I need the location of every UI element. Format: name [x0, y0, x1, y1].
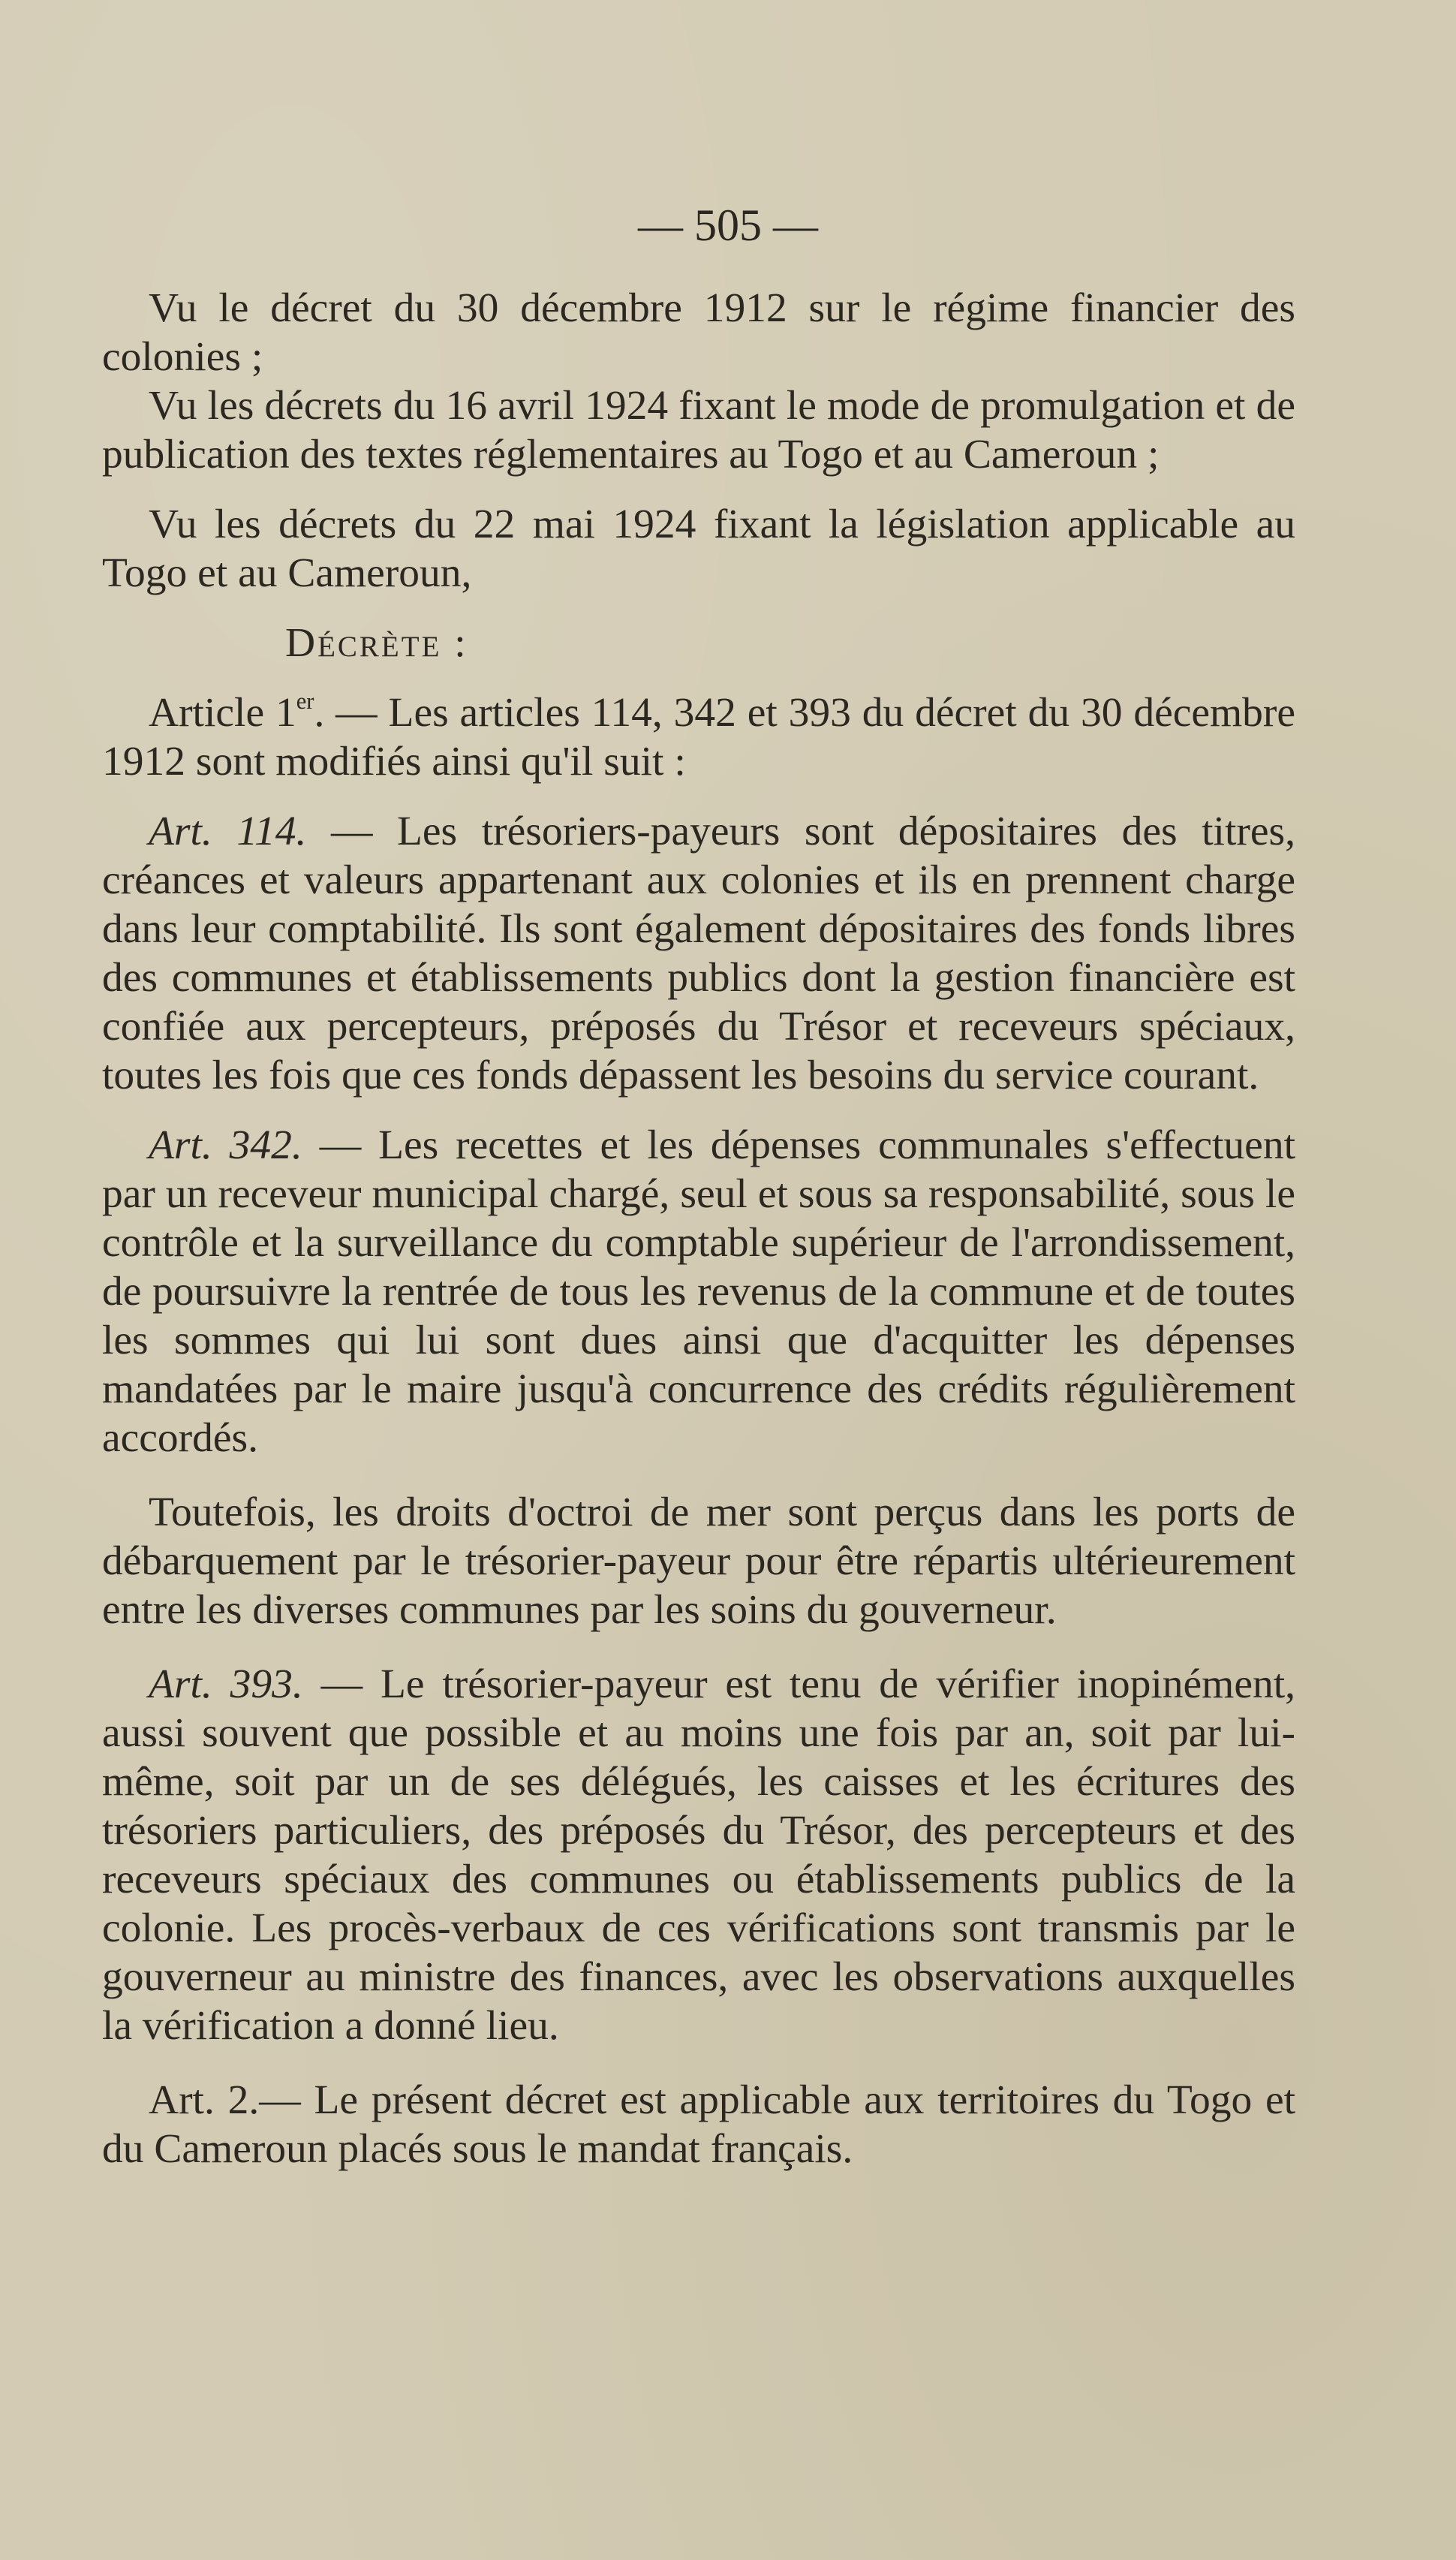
article-342-text: — Les recettes et les dépenses communales s'effectuent par un receveur municipal chargé, seul et sous sa responsabilité, sous le contrôle et la surveillance du comptable supérieur de l'arrondissement, de poursuivre la rentrée de tous les revenus de la commune et de toutes les sommes qui lui sont dues ainsi que d'acquitter les dépenses mandatées par le maire jusqu'à concurrence des crédits régulièrement accordés.	[102, 1122, 1295, 1461]
article-114-paragraph	[102, 807, 1295, 1100]
article-393-paragraph	[102, 1660, 1295, 2050]
article-1-text: . — Les articles 114, 342 et 393 du décret du 30 décembre 1912 sont modifiés ainsi qu'il suit :	[102, 690, 1295, 785]
article-342-label: Art. 342.	[149, 1122, 302, 1168]
article-2-label: Art. 2.	[149, 2077, 260, 2123]
visa-decret-1912: Vu le décret du 30 décembre 1912 sur le régime financier des colonies ;	[102, 285, 1295, 380]
article-1-label-superscript: er	[296, 688, 314, 715]
article-342-paragraph	[102, 1121, 1295, 1462]
article-1-label: Article 1	[149, 690, 296, 736]
visa-decrets-16-avril-1924: Vu les décrets du 16 avril 1924 fixant le mode de promulgation et de publication des textes réglementaires au Togo et au Cameroun ;	[102, 383, 1295, 477]
decree-text	[102, 284, 1295, 2173]
page-number: — 505 —	[638, 200, 818, 250]
article-393-text: — Le trésorier-payeur est tenu de vérifier inopinément, aussi souvent que possible et au moins une fois par an, soit par lui-même, soit par un de ses délégués, les caisses et les écritures des trésoriers particuliers, des préposés du Trésor, des percepteurs et des receveurs spéciaux des communes ou établissements publics de la colonie. Les procès-verbaux de ces vérifications sont transmis par le gouverneur au ministre des finances, avec les observations auxquelles la vérification a donné lieu.	[102, 1661, 1295, 2049]
article-114-label: Art. 114.	[149, 809, 307, 854]
visa-decrets-22-mai-1924: Vu les décrets du 22 mai 1924 fixant la législation applicable au Togo et au Cameroun,	[102, 501, 1295, 596]
article-1-paragraph	[102, 688, 1295, 786]
decrete-heading: Décrète :	[285, 620, 468, 666]
article-2-text: — Le présent décret est applicable aux territoires du Togo et du Cameroun placés sous le mandat français.	[102, 2077, 1295, 2172]
article-393-label: Art. 393.	[149, 1661, 303, 1707]
article-114-text: — Les trésoriers-payeurs sont dépositaires des titres, créances et valeurs appartenant aux colonies et ils en prennent charge dans leur comptabilité. Ils sont également dépositaires des fonds libres des communes et établissements publics dont la gestion financière est confiée aux percepteurs, préposés du Trésor et receveurs spéciaux, toutes les fois que ces fonds dépassent les besoins du service courant.	[102, 809, 1295, 1098]
article-2-paragraph	[102, 2076, 1295, 2173]
toutefois-paragraph: Toutefois, les droits d'octroi de mer sont perçus dans les ports de débarquement par le trésorier-payeur pour être répartis ultérieurement entre les diverses communes par les soins du gouverneur.	[102, 1489, 1295, 1633]
